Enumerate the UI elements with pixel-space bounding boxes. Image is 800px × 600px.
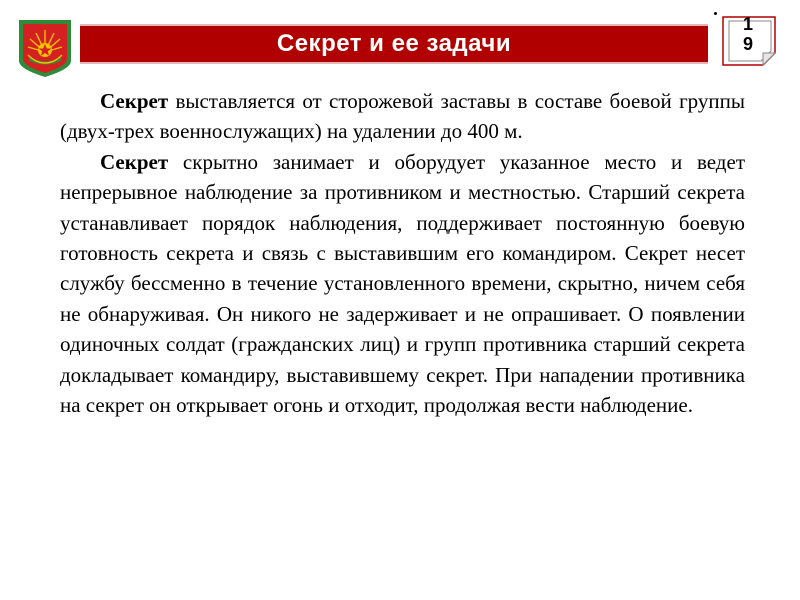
paragraph-2-text: скрытно занимает и оборудует указанное место и ведет непрерывное наблюдение за противником и местностью. Старший секрета устанавливает порядок наблюдения, поддерживает постоянную боевую готовность секрета и связь с выставившим его командиром. Секрет несет службу бессменно в течение установленного времени, скрытно, ничем себя не обнаруживая. Он никого не задерживает и не опрашивает. О появлении одиночных солдат (гражданских лиц) и групп противника старший секрета докладывает командиру, выставившему секрет. При нападении противника на секрет он открывает огонь и отходит, продолжая вести наблюдение.	[60, 149, 745, 418]
paragraph-1	[60, 86, 745, 147]
paragraph-1-text: выставляется от сторожевой заставы в составе боевой группы (двух-трех военнослужащих) на удалении до 400 м.	[60, 89, 745, 144]
paragraph-2	[60, 147, 745, 421]
page-number-digit-1: 1	[742, 14, 753, 34]
paragraph-2-lead: Секрет	[100, 149, 169, 174]
paragraph-1-lead: Секрет	[100, 89, 169, 113]
page-number-digit-2: 9	[742, 34, 753, 54]
page-number	[726, 14, 770, 54]
military-shield-emblem-icon	[16, 17, 74, 79]
slide-title: Секрет и ее задачи	[276, 30, 512, 57]
slide-title-bar	[80, 24, 708, 64]
slide-body	[60, 86, 745, 420]
